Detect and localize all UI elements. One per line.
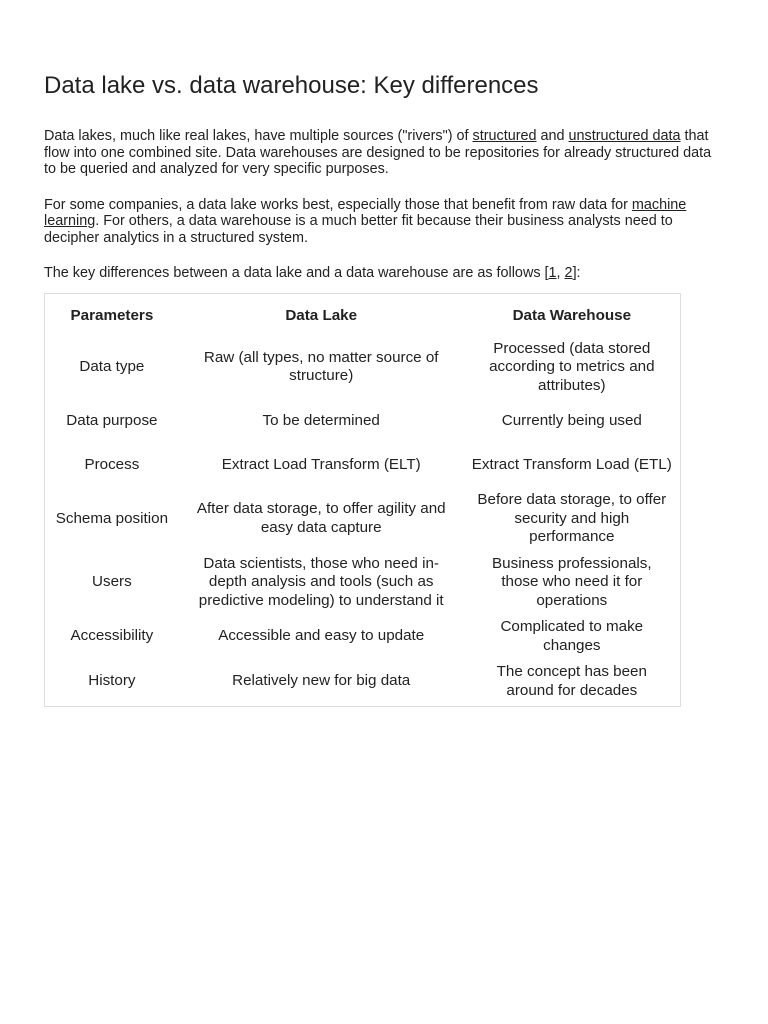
text: and [536,128,569,144]
data-warehouse-cell: Business professionals, those who need it for operations [492,554,652,609]
comparison-table-container [44,293,681,708]
parameter-cell: Data type [79,358,145,375]
text: The key differences between a data lake and a data warehouse are as follows [ [44,265,549,281]
page-title: Data lake vs. data warehouse: Key differences [44,72,539,99]
parameter-cell: Accessibility [70,627,154,645]
parameter-cell: Schema position [55,509,169,527]
text: , [556,265,565,281]
table-row [45,487,680,551]
data-lake-cell: Relatively new for big data [232,672,411,690]
table-row [45,614,680,659]
data-lake-cell: Extract Load Transform (ELT) [221,455,421,473]
intro-paragraph-1 [44,128,724,178]
table-row [45,336,680,400]
text: Data lakes, much like real lakes, have multiple sources ("rivers") of [44,128,473,144]
table-row [45,443,680,487]
table-row [45,399,680,443]
data-warehouse-cell: Processed (data stored according to metrics and attributes) [489,339,655,394]
text: that flow into one combined site. Data warehouses are designed to be repositories for already structured data to be queried and analyzed for very specific purposes. [44,128,712,177]
header-data-warehouse: Data Warehouse [512,307,632,325]
table-row [45,551,680,615]
parameter-cell: Data purpose [66,411,158,429]
structured-link[interactable]: structured [472,128,537,144]
data-lake-cell: Accessible and easy to update [218,627,425,645]
data-lake-cell: Raw (all types, no matter source of structure) [203,348,439,385]
parameter-cell: History [88,672,136,690]
text: ]: [572,265,581,281]
reference-link-2[interactable]: 2 [564,265,573,281]
table-row [45,659,680,704]
comparison-table [45,298,680,705]
data-warehouse-cell: Before data storage, to offer security and high performance [477,491,667,545]
intro-paragraph-3 [44,265,724,282]
data-lake-cell: After data storage, to offer agility and easy data capture [196,500,446,536]
reference-link-1[interactable]: 1 [548,265,557,281]
data-warehouse-cell: Currently being used [501,411,642,429]
parameter-cell: Process [84,455,140,473]
text: . For others, a data warehouse is a much better fit because their business analysts need to decipher analytics in a structured system. [44,213,673,246]
header-data-lake: Data Lake [285,307,358,325]
data-warehouse-cell: Extract Transform Load (ETL) [471,455,672,473]
data-lake-cell: Data scientists, those who need in-depth analysis and tools (such as predictive modeling) to understand it [198,554,444,609]
unstructured-data-link[interactable]: unstructured data [568,128,681,144]
article [44,70,724,707]
parameter-cell: Users [92,573,132,590]
intro-paragraph-2 [44,197,724,247]
machine-learning-link[interactable]: machine learning [44,196,687,229]
data-warehouse-cell: The concept has been around for decades [496,663,647,699]
table-header-row [45,298,680,336]
data-lake-cell: To be determined [262,411,380,429]
text: For some companies, a data lake works best, especially those that benefit from raw data for [44,196,632,213]
header-parameters: Parameters [70,307,154,325]
data-warehouse-cell: Complicated to make changes [500,618,644,654]
